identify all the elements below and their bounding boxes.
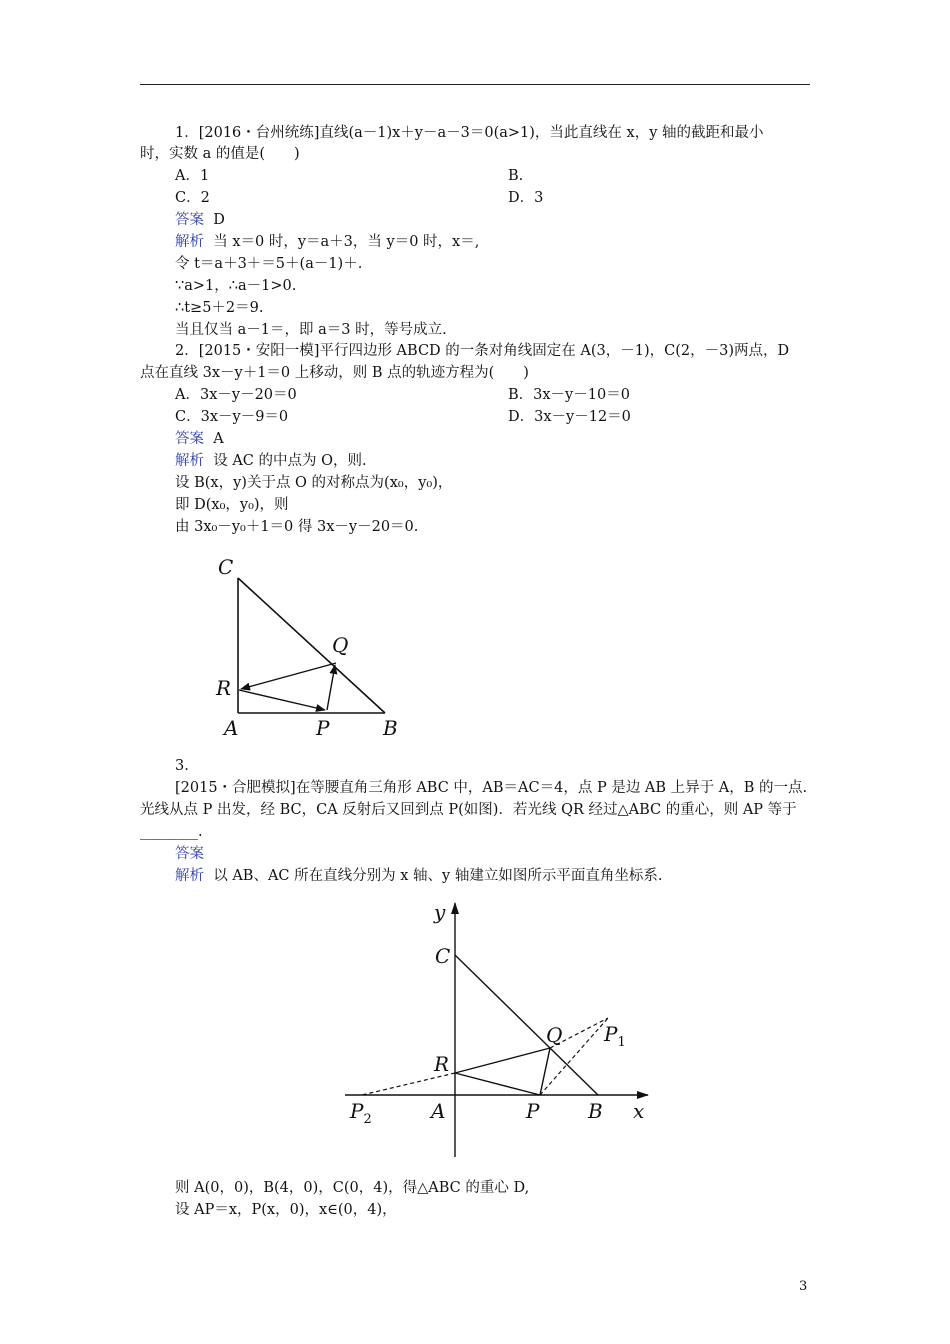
- label-c: C: [435, 944, 451, 968]
- q1-stem-line2: 时，实数 a 的值是( ): [140, 146, 300, 162]
- analysis-label: 解析: [175, 453, 204, 469]
- q1-answer: [175, 211, 225, 229]
- q1-stem-line1: 1．[2016・台州统练]直线(a－1)x＋y－a－3＝0(a>1)，当此直线在 x，y 轴的截距和最小: [175, 125, 764, 141]
- label-q: Q: [332, 633, 349, 657]
- label-b: B: [588, 1099, 603, 1123]
- label-r: R: [216, 676, 232, 700]
- triangle-reflection-figure: [200, 548, 420, 748]
- q2-option-b: B．3x－y－10＝0: [508, 387, 630, 403]
- label-p1: $P_1$: [604, 1022, 626, 1050]
- label-p2: $P_2$: [350, 1099, 372, 1127]
- coordinate-figure: [340, 895, 660, 1160]
- label-a: A: [431, 1099, 446, 1123]
- q1-option-a: A．1: [175, 168, 210, 184]
- answer-label: 答案: [175, 846, 204, 862]
- label-a: A: [224, 716, 239, 740]
- analysis-text: 设 AC 的中点为 O，则.: [213, 453, 367, 469]
- q3-step-2: 则 A(0，0)，B(4，0)，C(0，4)，得△ABC 的重心 D,: [175, 1180, 530, 1196]
- q2-option-d: D．3x－y－12＝0: [508, 409, 631, 425]
- answer-label: 答案: [175, 431, 204, 447]
- label-r: R: [434, 1052, 450, 1076]
- label-y: y: [434, 900, 446, 924]
- page-number: 3: [799, 1279, 808, 1294]
- ray-pq: [327, 665, 335, 710]
- q2-step-2: 设 B(x，y)关于点 O 的对称点为(x₀，y₀)，: [175, 475, 453, 491]
- side-bc: [455, 955, 598, 1095]
- answer-label: 答案: [175, 212, 204, 228]
- q1-step-4: ∴t≥5＋2＝9.: [175, 300, 264, 316]
- label-b: B: [383, 716, 398, 740]
- q2-step-3: 即 D(x₀，y₀)，则: [175, 497, 289, 513]
- label-c: C: [218, 555, 234, 579]
- dashed-r-p2: [362, 1073, 455, 1095]
- answer-value: D: [213, 212, 225, 228]
- q3-stem-line2: 光线从点 P 出发，经 BC，CA 反射后又回到点 P(如图)．若光线 QR 经过△ABC 的重心，则 AP 等于: [140, 802, 797, 818]
- label-q: Q: [546, 1023, 563, 1047]
- segment-rp: [455, 1073, 540, 1095]
- analysis-label: 解析: [175, 234, 204, 250]
- analysis-label: 解析: [175, 868, 204, 884]
- q1-analysis: [175, 233, 479, 251]
- q2-analysis: [175, 452, 367, 470]
- ray-rp: [239, 690, 325, 710]
- q3-analysis: [175, 867, 662, 885]
- q2-step-4: 由 3x₀－y₀＋1＝0 得 3x－y－20＝0.: [175, 519, 419, 535]
- q1-option-c: C．2: [175, 190, 210, 206]
- q2-option-a: A．3x－y－20＝0: [175, 387, 297, 403]
- label-x: x: [633, 1099, 645, 1123]
- side-bc: [238, 578, 385, 713]
- q3-answer: [175, 845, 204, 863]
- label-p: P: [526, 1099, 540, 1123]
- q3-stem-line1: [2015・合肥模拟]在等腰直角三角形 ABC 中，AB＝AC＝4，点 P 是边 AB 上异于 A，B 的一点.: [175, 780, 808, 796]
- q1-option-d: D．3: [508, 190, 544, 206]
- q1-step-5: 当且仅当 a－1＝，即 a＝3 时，等号成立.: [175, 322, 447, 338]
- label-p: P: [316, 716, 330, 740]
- q3-step-3: 设 AP＝x，P(x，0)，x∈(0，4)，: [175, 1202, 397, 1218]
- segment-pq: [540, 1048, 550, 1095]
- q3-blank: ________.: [140, 824, 203, 840]
- q2-answer: [175, 430, 224, 448]
- ray-qr: [241, 663, 336, 689]
- q1-step-3: ∵a>1，∴a－1>0.: [175, 278, 297, 294]
- header-rule: [140, 84, 810, 85]
- analysis-text: 当 x＝0 时，y＝a＋3，当 y＝0 时，x＝,: [213, 234, 480, 250]
- analysis-text: 以 AB、AC 所在直线分别为 x 轴、y 轴建立如图所示平面直角坐标系.: [213, 868, 663, 884]
- q2-stem-line2: 点在直线 3x－y＋1＝0 上移动，则 B 点的轨迹方程为( ): [140, 365, 529, 381]
- q2-stem-line1: 2．[2015・安阳一模]平行四边形 ABCD 的一条对角线固定在 A(3，－1)，C(2，－3)两点，D: [175, 343, 790, 359]
- segment-qr: [455, 1048, 550, 1073]
- q1-option-b: B.: [508, 168, 524, 184]
- q2-option-c: C．3x－y－9＝0: [175, 409, 289, 425]
- q1-step-2: 令 t＝a＋3＋＝5＋(a－1)＋.: [175, 256, 363, 272]
- answer-value: A: [213, 431, 224, 447]
- q3-number: 3.: [175, 758, 189, 774]
